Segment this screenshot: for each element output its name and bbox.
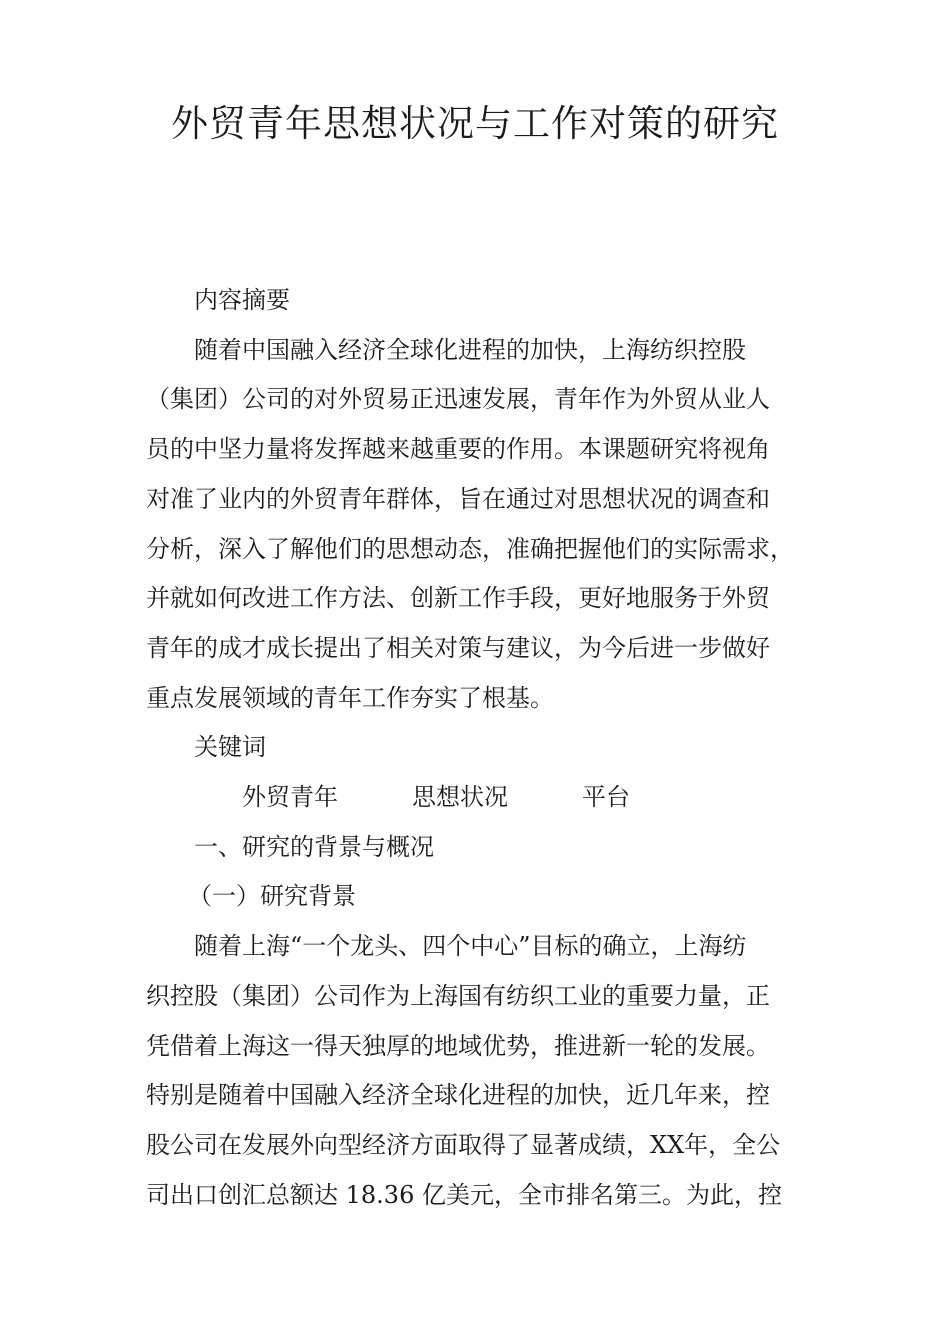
background-line: 织控股（集团）公司作为上海国有纺织工业的重要力量，正 [146,981,770,1010]
background-line: 股公司在发展外向型经济方面取得了显著成绩，XX年，全公 [146,1130,781,1159]
background-line: 司出口创汇总额达 18.36 亿美元，全市排名第三。为此，控 [146,1180,782,1209]
abstract-line: 并就如何改进工作方法、创新工作手段，更好地服务于外贸 [146,584,770,613]
keyword: 思想状况 [412,783,508,812]
abstract-heading: 内容摘要 [194,286,290,314]
section-heading: 一、研究的背景与概况 [194,832,434,861]
background-line: 凭借着上海这一得天独厚的地域优势，推进新一轮的发展。 [146,1031,770,1060]
abstract-line: 对准了业内的外贸青年群体，旨在通过对思想状况的调查和 [146,484,770,513]
abstract-line: 员的中坚力量将发挥越来越重要的作用。本课题研究将视角 [146,435,770,464]
background-line: 随着上海“一个龙头、四个中心”目标的确立，上海纺 [194,932,747,961]
keyword: 外贸青年 [242,783,338,812]
background-line: 特别是随着中国融入经济全球化进程的加快，近几年来，控 [146,1081,770,1110]
abstract-line: （集团）公司的对外贸易正迅速发展，青年作为外贸从业人 [146,385,770,414]
abstract-line: 随着中国融入经济全球化进程的加快，上海纺织控股 [194,335,746,364]
abstract-line: 重点发展领域的青年工作夯实了根基。 [146,683,554,712]
abstract-paragraph [146,326,836,724]
subsection-heading: （一）研究背景 [188,882,356,911]
abstract-line: 分析，深入了解他们的思想动态，准确把握他们的实际需求， [146,534,794,563]
background-paragraph [146,922,836,1220]
keyword: 平台 [582,783,630,812]
abstract-line: 青年的成才成长提出了相关对策与建议，为今后进一步做好 [146,633,770,662]
document-title: 外贸青年思想状况与工作对策的研究 [171,102,779,145]
document-body [146,276,836,1220]
keywords-list [146,773,836,823]
keywords-heading: 关键词 [194,733,266,762]
